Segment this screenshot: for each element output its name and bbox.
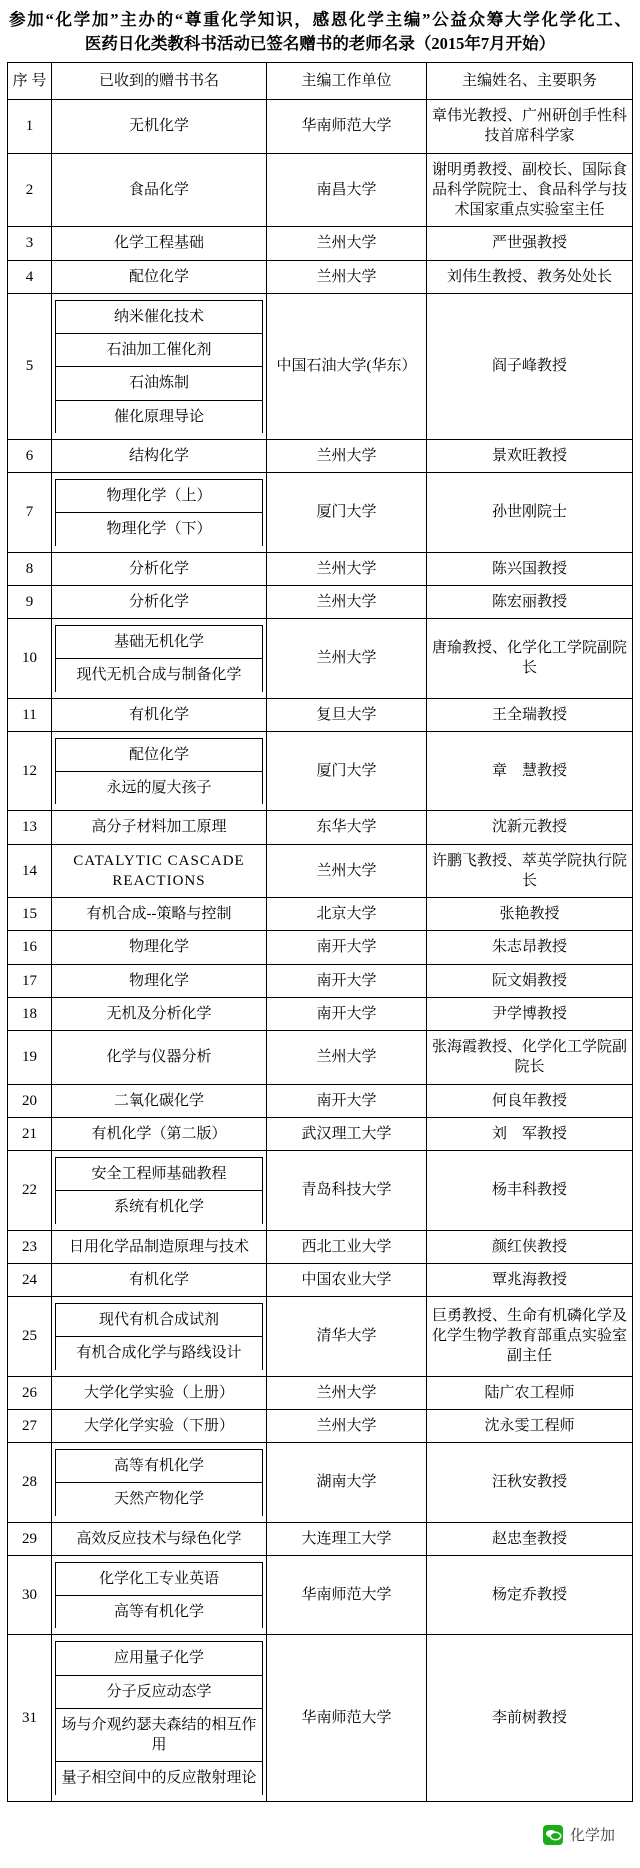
cell-book: 化学工程基础 bbox=[52, 227, 267, 260]
brand-label: 化学加 bbox=[569, 1827, 615, 1845]
column-header-no: 序 号 bbox=[8, 62, 52, 99]
table-row bbox=[8, 844, 633, 898]
table-row bbox=[8, 1409, 633, 1442]
cell-no: 22 bbox=[8, 1151, 52, 1231]
cell-unit: 南开大学 bbox=[267, 997, 427, 1030]
cell-no: 18 bbox=[8, 997, 52, 1030]
cell-unit: 中国农业大学 bbox=[267, 1263, 427, 1296]
table-row bbox=[8, 898, 633, 931]
cell-unit: 兰州大学 bbox=[267, 585, 427, 618]
cell-no: 21 bbox=[8, 1117, 52, 1150]
cell-book: 结构化学 bbox=[52, 439, 267, 472]
cell-book: 物理化学 bbox=[52, 931, 267, 964]
cell-book: 有机合成--策略与控制 bbox=[52, 898, 267, 931]
wechat-logo-icon bbox=[543, 1825, 563, 1845]
cell-author: 陈宏丽教授 bbox=[427, 585, 633, 618]
table-row bbox=[8, 1443, 633, 1523]
column-header-book: 已收到的赠书书名 bbox=[52, 62, 267, 99]
cell-unit: 厦门大学 bbox=[267, 731, 427, 811]
cell-book bbox=[52, 1635, 267, 1801]
cell-book-item: 安全工程师基础教程 bbox=[56, 1158, 263, 1191]
cell-author: 景欢旺教授 bbox=[427, 439, 633, 472]
cell-unit: 兰州大学 bbox=[267, 227, 427, 260]
cell-book-item: 量子相空间中的反应散射理论 bbox=[56, 1762, 263, 1795]
cell-author: 谢明勇教授、副校长、国际食品科学院院士、食品科学与技术国家重点实验室主任 bbox=[427, 153, 633, 227]
cell-unit: 南昌大学 bbox=[267, 153, 427, 227]
cell-no: 4 bbox=[8, 260, 52, 293]
cell-book-item: 基础无机化学 bbox=[56, 626, 263, 659]
cell-author: 章伟光教授、广州研创手性科技首席科学家 bbox=[427, 100, 633, 154]
table-row bbox=[8, 1230, 633, 1263]
table-row bbox=[8, 1297, 633, 1377]
cell-author: 汪秋安教授 bbox=[427, 1443, 633, 1523]
cell-no: 7 bbox=[8, 473, 52, 553]
table-row bbox=[8, 439, 633, 472]
table-row bbox=[8, 619, 633, 699]
cell-no: 10 bbox=[8, 619, 52, 699]
cell-book: 食品化学 bbox=[52, 153, 267, 227]
cell-book-item: 应用量子化学 bbox=[56, 1642, 263, 1675]
table-row bbox=[8, 1555, 633, 1635]
cell-unit: 东华大学 bbox=[267, 811, 427, 844]
cell-unit: 兰州大学 bbox=[267, 552, 427, 585]
table-row bbox=[8, 931, 633, 964]
table-header-row bbox=[8, 62, 633, 99]
cell-unit: 清华大学 bbox=[267, 1297, 427, 1377]
cell-author: 陆广农工程师 bbox=[427, 1376, 633, 1409]
cell-book: 物理化学 bbox=[52, 964, 267, 997]
table-row bbox=[8, 811, 633, 844]
cell-unit: 华南师范大学 bbox=[267, 1555, 427, 1635]
cell-book: 高分子材料加工原理 bbox=[52, 811, 267, 844]
cell-no: 29 bbox=[8, 1522, 52, 1555]
cell-book: 有机化学 bbox=[52, 698, 267, 731]
cell-unit: 南开大学 bbox=[267, 1084, 427, 1117]
cell-book-item: 现代有机合成试剂 bbox=[56, 1304, 263, 1337]
cell-no: 17 bbox=[8, 964, 52, 997]
cell-unit: 青岛科技大学 bbox=[267, 1151, 427, 1231]
table-row bbox=[8, 731, 633, 811]
table-row bbox=[8, 1084, 633, 1117]
cell-no: 31 bbox=[8, 1635, 52, 1801]
cell-author: 章 慧教授 bbox=[427, 731, 633, 811]
cell-unit: 湖南大学 bbox=[267, 1443, 427, 1523]
table-body bbox=[8, 100, 633, 1802]
cell-unit: 大连理工大学 bbox=[267, 1522, 427, 1555]
cell-book-item: 石油加工催化剂 bbox=[56, 334, 263, 367]
cell-book: 有机化学 bbox=[52, 1263, 267, 1296]
column-header-unit: 主编工作单位 bbox=[267, 62, 427, 99]
cell-book bbox=[52, 619, 267, 699]
cell-no: 28 bbox=[8, 1443, 52, 1523]
cell-author: 刘伟生教授、教务处处长 bbox=[427, 260, 633, 293]
cell-unit: 兰州大学 bbox=[267, 439, 427, 472]
cell-book: 有机化学（第二版） bbox=[52, 1117, 267, 1150]
cell-no: 15 bbox=[8, 898, 52, 931]
page-title-line-2: 医药日化类教科书活动已签名赠书的老师名录（2015年7月开始） bbox=[84, 33, 556, 53]
cell-no: 11 bbox=[8, 698, 52, 731]
cell-unit: 西北工业大学 bbox=[267, 1230, 427, 1263]
cell-book bbox=[52, 1443, 267, 1523]
cell-book bbox=[52, 1151, 267, 1231]
cell-author: 王全瑞教授 bbox=[427, 698, 633, 731]
cell-unit: 兰州大学 bbox=[267, 844, 427, 898]
cell-no: 5 bbox=[8, 293, 52, 439]
cell-author: 刘 军教授 bbox=[427, 1117, 633, 1150]
cell-book-item: 物理化学（上） bbox=[56, 480, 263, 513]
cell-book: 分析化学 bbox=[52, 552, 267, 585]
cell-unit: 武汉理工大学 bbox=[267, 1117, 427, 1150]
cell-book-item: 场与介观约瑟夫森结的相互作用 bbox=[56, 1708, 263, 1762]
cell-book-item: 现代无机合成与制备化学 bbox=[56, 659, 263, 692]
cell-unit: 南开大学 bbox=[267, 931, 427, 964]
cell-no: 24 bbox=[8, 1263, 52, 1296]
table-row bbox=[8, 100, 633, 154]
cell-book: 大学化学实验（下册） bbox=[52, 1409, 267, 1442]
cell-no: 3 bbox=[8, 227, 52, 260]
cell-author: 覃兆海教授 bbox=[427, 1263, 633, 1296]
cell-book: 分析化学 bbox=[52, 585, 267, 618]
cell-no: 16 bbox=[8, 931, 52, 964]
footer bbox=[7, 1802, 633, 1868]
cell-no: 25 bbox=[8, 1297, 52, 1377]
cell-no: 19 bbox=[8, 1031, 52, 1085]
table-row bbox=[8, 964, 633, 997]
table-row bbox=[8, 1117, 633, 1150]
cell-no: 12 bbox=[8, 731, 52, 811]
cell-book bbox=[52, 1555, 267, 1635]
cell-unit: 南开大学 bbox=[267, 964, 427, 997]
brand bbox=[543, 1824, 615, 1845]
cell-no: 2 bbox=[8, 153, 52, 227]
cell-author: 杨定乔教授 bbox=[427, 1555, 633, 1635]
cell-author: 张艳教授 bbox=[427, 898, 633, 931]
cell-author: 李前树教授 bbox=[427, 1635, 633, 1801]
cell-author: 阮文娟教授 bbox=[427, 964, 633, 997]
cell-book-item: 高等有机化学 bbox=[56, 1450, 263, 1483]
cell-author: 尹学博教授 bbox=[427, 997, 633, 1030]
cell-author: 赵忠奎教授 bbox=[427, 1522, 633, 1555]
cell-book: 二氧化碳化学 bbox=[52, 1084, 267, 1117]
table-row bbox=[8, 227, 633, 260]
table-row bbox=[8, 585, 633, 618]
table-row bbox=[8, 1635, 633, 1801]
cell-unit: 北京大学 bbox=[267, 898, 427, 931]
cell-book-item: 物理化学（下） bbox=[56, 513, 263, 546]
cell-book: 日用化学品制造原理与技术 bbox=[52, 1230, 267, 1263]
table-row bbox=[8, 153, 633, 227]
table-row bbox=[8, 1376, 633, 1409]
cell-no: 26 bbox=[8, 1376, 52, 1409]
cell-unit: 厦门大学 bbox=[267, 473, 427, 553]
cell-book: 高效反应技术与绿色化学 bbox=[52, 1522, 267, 1555]
cell-no: 30 bbox=[8, 1555, 52, 1635]
cell-book: 无机化学 bbox=[52, 100, 267, 154]
cell-book bbox=[52, 473, 267, 553]
cell-author: 唐瑜教授、化学化工学院副院长 bbox=[427, 619, 633, 699]
book-donation-table bbox=[7, 62, 633, 1802]
cell-author: 孙世刚院士 bbox=[427, 473, 633, 553]
cell-unit: 兰州大学 bbox=[267, 1031, 427, 1085]
cell-unit: 兰州大学 bbox=[267, 1409, 427, 1442]
cell-book: CATALYTIC CASCADE REACTIONS bbox=[52, 844, 267, 898]
column-header-author: 主编姓名、主要职务 bbox=[427, 62, 633, 99]
cell-unit: 中国石油大学(华东） bbox=[267, 293, 427, 439]
cell-no: 8 bbox=[8, 552, 52, 585]
cell-book: 配位化学 bbox=[52, 260, 267, 293]
cell-book-item: 天然产物化学 bbox=[56, 1483, 263, 1516]
cell-no: 1 bbox=[8, 100, 52, 154]
cell-author: 杨丰科教授 bbox=[427, 1151, 633, 1231]
cell-book-item: 高等有机化学 bbox=[56, 1596, 263, 1629]
table-row bbox=[8, 552, 633, 585]
cell-no: 6 bbox=[8, 439, 52, 472]
table-row bbox=[8, 1151, 633, 1231]
cell-author: 颜红侠教授 bbox=[427, 1230, 633, 1263]
cell-author: 何良年教授 bbox=[427, 1084, 633, 1117]
table-row bbox=[8, 997, 633, 1030]
cell-unit: 华南师范大学 bbox=[267, 100, 427, 154]
cell-no: 14 bbox=[8, 844, 52, 898]
cell-book-item: 有机合成化学与路线设计 bbox=[56, 1337, 263, 1370]
cell-book-item: 纳米催化技术 bbox=[56, 300, 263, 333]
cell-author: 沈永雯工程师 bbox=[427, 1409, 633, 1442]
cell-book bbox=[52, 1297, 267, 1377]
table-row bbox=[8, 260, 633, 293]
cell-author: 巨勇教授、生命有机磷化学及化学生物学教育部重点实验室副主任 bbox=[427, 1297, 633, 1377]
cell-book: 无机及分析化学 bbox=[52, 997, 267, 1030]
cell-author: 严世强教授 bbox=[427, 227, 633, 260]
table-row bbox=[8, 1522, 633, 1555]
cell-book bbox=[52, 731, 267, 811]
cell-no: 27 bbox=[8, 1409, 52, 1442]
cell-unit: 复旦大学 bbox=[267, 698, 427, 731]
table-row bbox=[8, 293, 633, 439]
table-row bbox=[8, 473, 633, 553]
table-row bbox=[8, 1031, 633, 1085]
cell-author: 朱志昂教授 bbox=[427, 931, 633, 964]
cell-book: 化学与仪器分析 bbox=[52, 1031, 267, 1085]
cell-no: 20 bbox=[8, 1084, 52, 1117]
cell-author: 沈新元教授 bbox=[427, 811, 633, 844]
cell-book-item: 系统有机化学 bbox=[56, 1191, 263, 1224]
cell-book-item: 永远的厦大孩子 bbox=[56, 772, 263, 805]
cell-unit: 华南师范大学 bbox=[267, 1635, 427, 1801]
cell-author: 陈兴国教授 bbox=[427, 552, 633, 585]
table-row bbox=[8, 1263, 633, 1296]
cell-unit: 兰州大学 bbox=[267, 1376, 427, 1409]
cell-no: 13 bbox=[8, 811, 52, 844]
cell-no: 23 bbox=[8, 1230, 52, 1263]
cell-book: 大学化学实验（上册） bbox=[52, 1376, 267, 1409]
cell-no: 9 bbox=[8, 585, 52, 618]
cell-author: 许鹏飞教授、萃英学院执行院长 bbox=[427, 844, 633, 898]
cell-book bbox=[52, 293, 267, 439]
cell-book-item: 石油炼制 bbox=[56, 367, 263, 400]
cell-book-item: 催化原理导论 bbox=[56, 400, 263, 433]
cell-author: 阎子峰教授 bbox=[427, 293, 633, 439]
cell-unit: 兰州大学 bbox=[267, 619, 427, 699]
page-title bbox=[7, 8, 633, 56]
cell-book-item: 分子反应动态学 bbox=[56, 1675, 263, 1708]
cell-unit: 兰州大学 bbox=[267, 260, 427, 293]
cell-author: 张海霞教授、化学化工学院副院长 bbox=[427, 1031, 633, 1085]
cell-book-item: 化学化工专业英语 bbox=[56, 1562, 263, 1595]
page-title-line-1: 参加“化学加”主办的“尊重化学知识，感恩化学主编”公益众筹大学化学化工、 bbox=[9, 10, 631, 29]
cell-book-item: 配位化学 bbox=[56, 738, 263, 771]
table-row bbox=[8, 698, 633, 731]
